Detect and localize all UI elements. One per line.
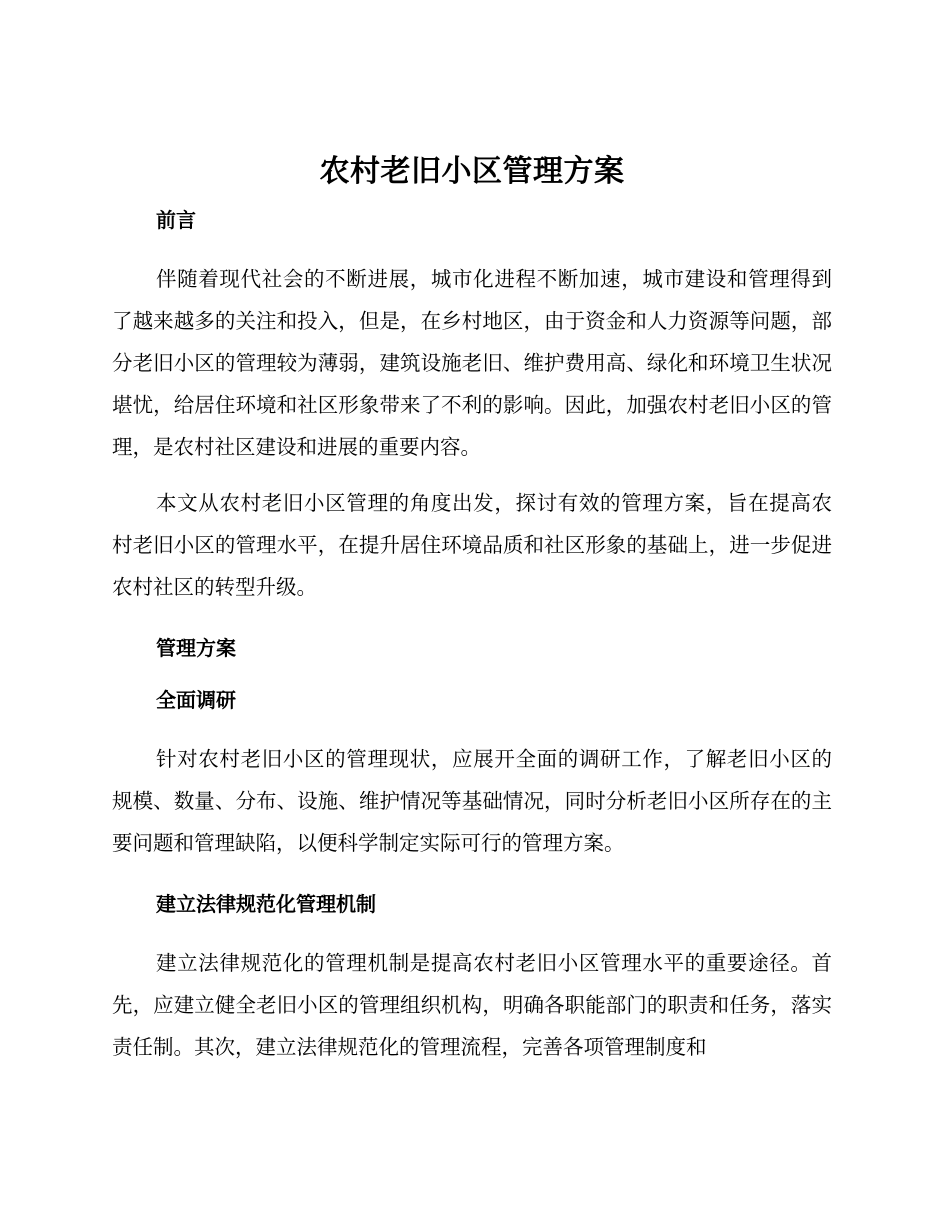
paragraph-preface-1: 伴随着现代社会的不断进展，城市化进程不断加速，城市建设和管理得到了越来越多的关注和投入，但是，在乡村地区，由于资金和人力资源等问题，部分老旧小区的管理较为薄弱，建筑设施老旧、维护费用高、绿化和环境卫生状况堪忧，给居住环境和社区形象带来了不利的影响。因此，加强农村老旧小区的管理，是农村社区建设和进展的重要内容。 <box>112 267 832 459</box>
section-heading-preface: 前言 <box>156 208 196 232</box>
document-body <box>112 150 832 1068</box>
paragraph-preface-2: 本文从农村老旧小区管理的角度出发，探讨有效的管理方案，旨在提高农村老旧小区的管理水平，在提升居住环境品质和社区形象的基础上，进一步促进农村社区的转型升级。 <box>112 491 832 599</box>
subsection-heading-legal-mechanism: 建立法律规范化管理机制 <box>156 892 376 916</box>
section-heading-management-plan: 管理方案 <box>156 636 236 660</box>
document-title: 农村老旧小区管理方案 <box>319 154 625 189</box>
subsection-heading-survey: 全面调研 <box>156 688 236 712</box>
paragraph-legal-mechanism: 建立法律规范化的管理机制是提高农村老旧小区管理水平的重要途径。首先，应建立健全老旧小区的管理组织机构，明确各职能部门的职责和任务，落实责任制。其次，建立法律规范化的管理流程，完善各项管理制度和 <box>112 951 832 1059</box>
paragraph-survey: 针对农村老旧小区的管理现状，应展开全面的调研工作，了解老旧小区的规模、数量、分布、设施、维护情况等基础情况，同时分析老旧小区所存在的主要问题和管理缺陷，以便科学制定实际可行的管理方案。 <box>112 747 832 855</box>
